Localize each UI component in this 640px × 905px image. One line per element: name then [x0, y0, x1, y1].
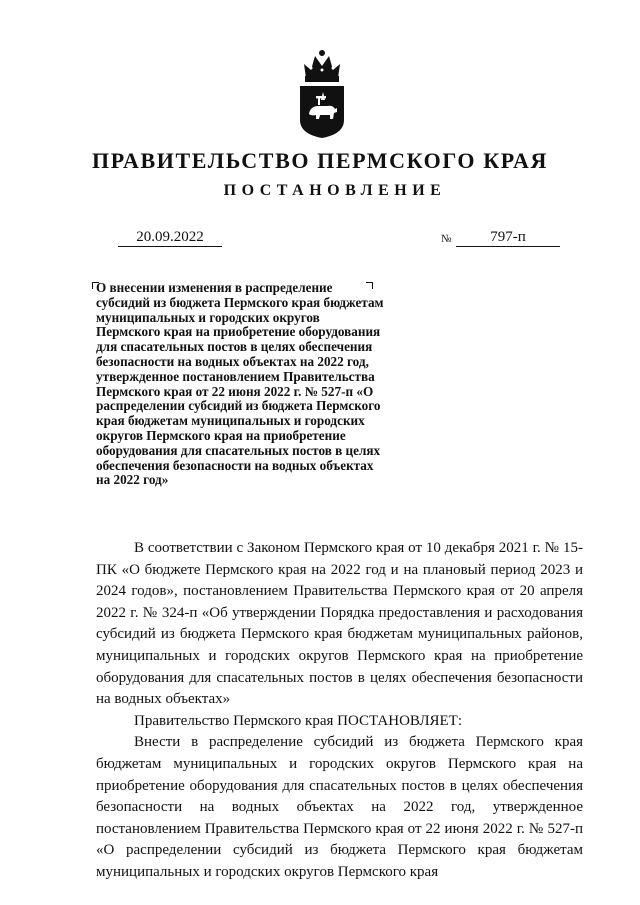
preamble-paragraph: В соответствии с Законом Пермского края от 10 декабря 2021 г. № 15-ПК «О бюджете Пермского края на 2022 год и на плановый период 2023 и 2024 годов», постановлением Правительства Пермского края от 20 апреля 2022 г. № 324-п «Об утверждении Порядка предоставления и расходования субсидий из бюджета Пермского края бюджетам муниципальных районов, муниципальных и городских округов Пермского края на приобретение оборудования для спасательных постов в целях обеспечения безопасности на водных объектах» — [96, 540, 583, 708]
resolution-paragraph: Правительство Пермского края ПОСТАНОВЛЯЕТ: — [134, 712, 463, 729]
document-date: 20.09.2022 — [118, 228, 222, 247]
government-title: ПРАВИТЕЛЬСТВО ПЕРМСКОГО КРАЯ — [92, 148, 548, 173]
number-sign: № — [441, 233, 452, 245]
document-number: 797-п — [456, 228, 560, 247]
coat-of-arms-icon — [296, 48, 348, 140]
document-type: ПОСТАНОВЛЕНИЕ — [223, 182, 447, 199]
document-subject: О внесении изменения в распределение субсидий из бюджета Пермского края бюджетам муниципальных и городских округов Пермского края на приобретение оборудования для спасательных постов в целях обеспечения безопасности на водных объектах на 2022 год, утвержденное постановлением Правительства Пермского края от 22 июня 2022 г. № 527-п «О распределении субсидий из бюджета Пермского края бюджетам муниципальных и городских округов Пермского края на приобретение оборудования для спасательных постов в целях обеспечения безопасности на водных объектах на 2022 год» — [96, 280, 384, 488]
document-body — [96, 538, 583, 884]
clause-paragraph: Внести в распределение субсидий из бюджета Пермского края бюджетам муниципальных и городских округов Пермского края на приобретение оборудования для спасательных постов в целях обеспечения безопасности на водных объектах на 2022 год, утвержденное постановлением Правительства Пермского края от 22 июня 2022 г. № 527-п «О распределении субсидий из бюджета Пермского края бюджетам муниципальных и городских округов Пермского края — [96, 734, 583, 880]
